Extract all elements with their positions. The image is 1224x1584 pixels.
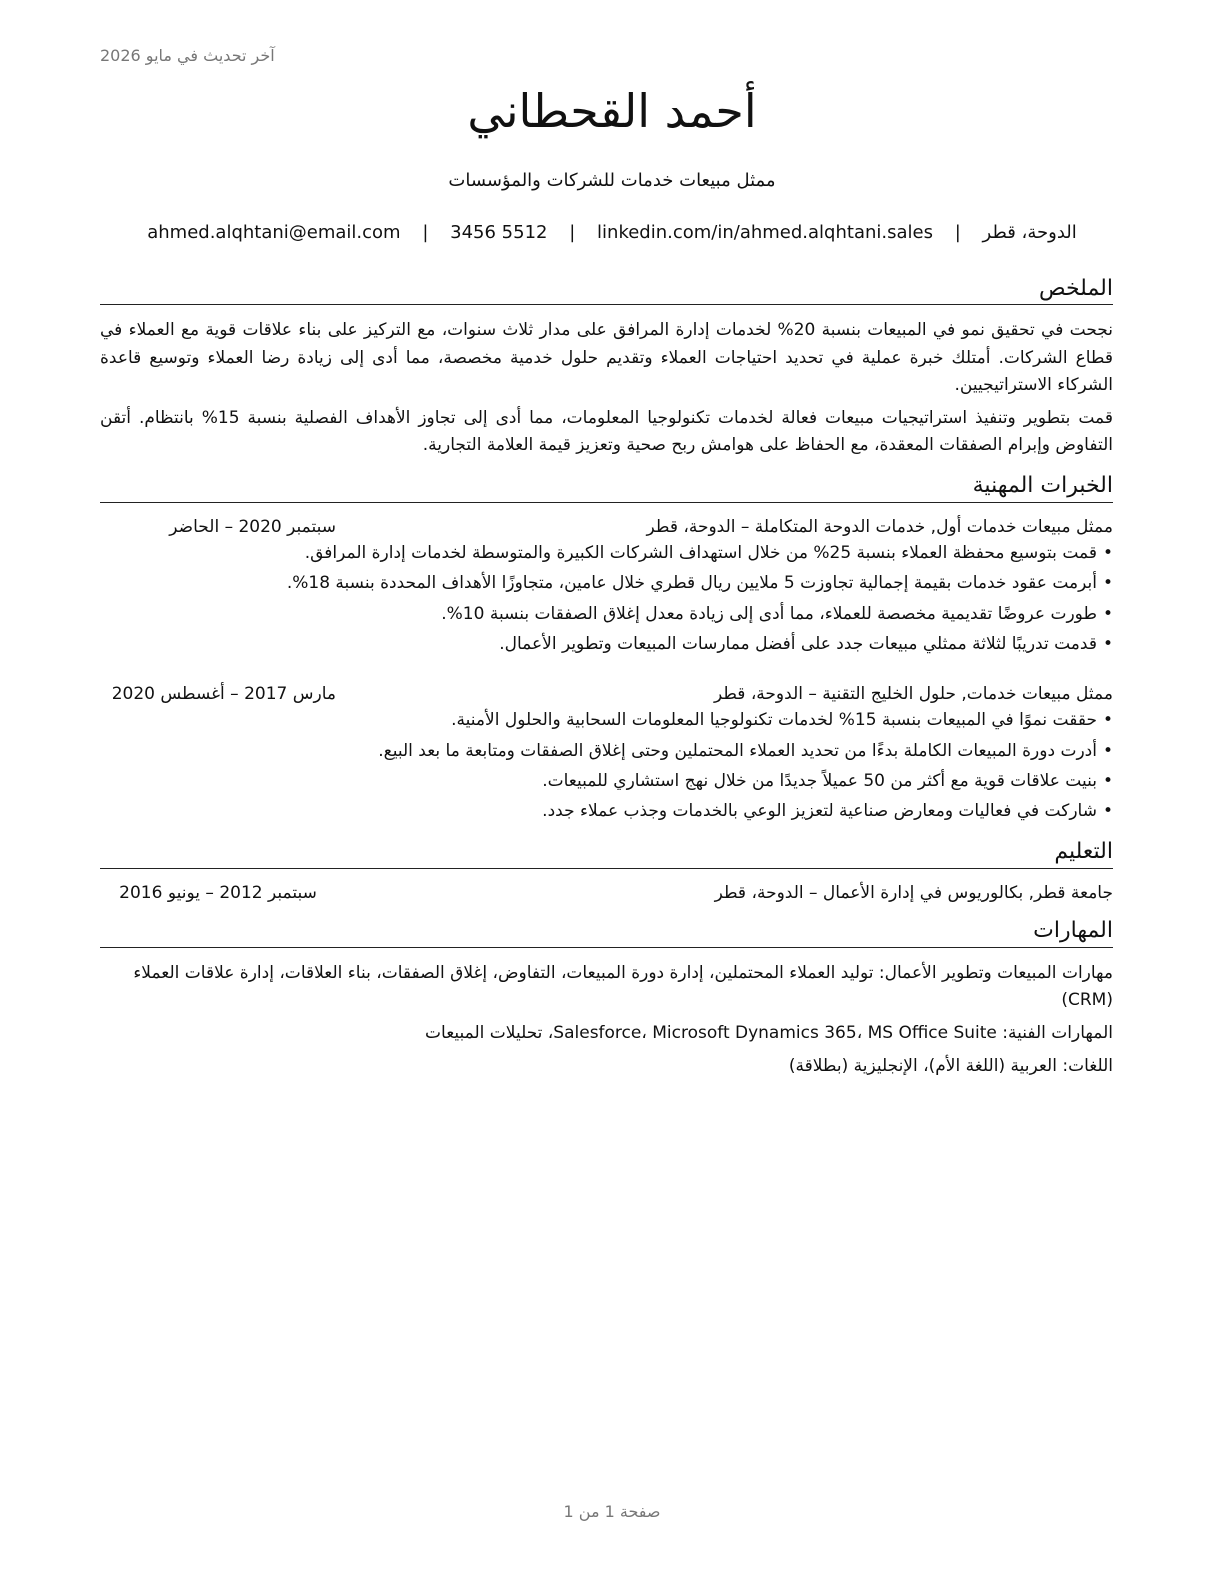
education-section xyxy=(100,839,1113,906)
job-entry xyxy=(100,515,1113,658)
page-number: صفحة 1 من 1 xyxy=(563,1502,661,1521)
job-bullet-text: أبرمت عقود خدمات بقيمة إجمالية تجاوزت 5 ملايين ريال قطري خلال عامين، متجاوزًا الأهداف المحددة بنسبة 18%. xyxy=(286,573,1097,594)
section-heading-experience: الخبرات المهنية xyxy=(100,473,1113,502)
contact-email[interactable]: ahmed.alqhtani@email.com xyxy=(147,222,401,243)
job-role: ممثل مبيعات خدمات أول, خدمات الدوحة المتكاملة – الدوحة، قطر xyxy=(646,516,1113,537)
section-heading-summary: الملخص xyxy=(100,276,1113,305)
contact-separator: | xyxy=(422,222,429,243)
job-bullet xyxy=(100,631,1113,658)
job-bullet-text: قدمت تدريبًا لثلاثة ممثلي مبيعات جدد على أفضل ممارسات المبيعات وتطوير الأعمال. xyxy=(499,633,1097,654)
job-bullet xyxy=(100,707,1113,734)
contact-phone[interactable]: 3456 5512 xyxy=(450,222,548,243)
summary-paragraph: قمت بتطوير وتنفيذ استراتيجيات مبيعات فعالة لخدمات تكنولوجيا المعلومات، مما أدى إلى تجاوز الأهداف الفصلية بنسبة 15% بانتظام. أتقن التفاوض وإبرام الصفقات المعقدة، مع الحفاظ على هوامش ربح صحية وتعزيز قيمة العلامة التجارية. xyxy=(100,407,1113,456)
job-bullet xyxy=(100,798,1113,825)
bullet-icon: • xyxy=(1102,770,1113,791)
bullet-icon: • xyxy=(1102,740,1113,761)
job-bullet xyxy=(100,540,1113,567)
skill-line: اللغات: العربية (اللغة الأم)، الإنجليزية (بطلاقة) xyxy=(788,1056,1113,1077)
section-heading-skills: المهارات xyxy=(100,918,1113,947)
education-dates: سبتمبر 2012 – يونيو 2016 xyxy=(119,882,317,903)
resume-content xyxy=(100,276,1113,1086)
job-bullet-text: حققت نموًا في المبيعات بنسبة 15% لخدمات تكنولوجيا المعلومات السحابية والحلول الأمنية. xyxy=(451,710,1097,731)
job-bullet-text: شاركت في فعاليات ومعارض صناعية لتعزيز الوعي بالخدمات وجذب عملاء جدد. xyxy=(542,801,1097,822)
job-header xyxy=(100,682,1113,708)
last-updated-note: آخر تحديث في مايو 2026 xyxy=(100,46,275,65)
skills-section xyxy=(100,918,1113,1080)
contact-separator: | xyxy=(954,222,961,243)
bullet-icon: • xyxy=(1102,633,1113,654)
job-bullet-text: بنيت علاقات قوية مع أكثر من 50 عميلاً جديدًا من خلال نهج استشاري للمبيعات. xyxy=(542,770,1097,791)
experience-section xyxy=(100,473,1113,825)
bullet-icon: • xyxy=(1102,573,1113,594)
job-header xyxy=(100,515,1113,541)
job-bullets xyxy=(100,707,1113,825)
job-role: ممثل مبيعات خدمات, حلول الخليج التقنية – الدوحة، قطر xyxy=(713,683,1113,704)
skill-line: مهارات المبيعات وتطوير الأعمال: توليد العملاء المحتملين، إدارة دورة المبيعات، التفاوض، إغلاق الصفقات، بناء العلاقات، إدارة علاقات العملاء (CRM) xyxy=(133,962,1113,1010)
job-bullet-text: طورت عروضًا تقديمية مخصصة للعملاء، مما أدى إلى زيادة معدل إغلاق الصفقات بنسبة 10%. xyxy=(441,603,1097,624)
job-dates: سبتمبر 2020 – الحاضر xyxy=(169,516,336,537)
job-bullet-text: أدرت دورة المبيعات الكاملة بدءًا من تحديد العملاء المحتملين وحتى إغلاق الصفقات ومتابعة ما بعد البيع. xyxy=(378,740,1097,761)
job-bullet xyxy=(100,768,1113,795)
job-bullet-text: قمت بتوسيع محفظة العملاء بنسبة 25% من خلال استهداف الشركات الكبيرة والمتوسطة لخدمات إدارة المرافق. xyxy=(304,543,1097,564)
bullet-icon: • xyxy=(1102,543,1113,564)
section-heading-education: التعليم xyxy=(100,839,1113,868)
job-entry xyxy=(100,682,1113,825)
candidate-name: أحمد القحطاني xyxy=(467,84,757,138)
education-entry xyxy=(100,881,1113,907)
skill-line: المهارات الفنية: Salesforce، Microsoft Dynamics 365، MS Office Suite، تحليلات المبيعات xyxy=(425,1022,1113,1043)
contact-location: الدوحة، قطر xyxy=(982,222,1077,243)
job-bullets xyxy=(100,540,1113,658)
summary-paragraph: نجحت في تحقيق نمو في المبيعات بنسبة 20% لخدمات إدارة المرافق على مدار ثلاث سنوات، مع التركيز على بناء علاقات قوية مع العملاء في قطاع الشركات. أمتلك خبرة عملية في تحديد احتياجات العملاء وتقديم حلول خدمية مخصصة، مما أدى إلى زيادة رضا العملاء وتوسيع قاعدة الشركاء الاستراتيجيين. xyxy=(100,320,1114,395)
contact-line xyxy=(0,222,1224,243)
candidate-title: ممثل مبيعات خدمات للشركات والمؤسسات xyxy=(448,170,776,191)
job-bullet xyxy=(100,601,1113,628)
bullet-icon: • xyxy=(1102,603,1113,624)
job-bullet xyxy=(100,570,1113,597)
contact-separator: | xyxy=(569,222,576,243)
summary-section xyxy=(100,276,1113,459)
education-school: جامعة قطر, بكالوريوس في إدارة الأعمال – الدوحة، قطر xyxy=(714,882,1113,903)
job-bullet xyxy=(100,738,1113,765)
contact-linkedin[interactable]: linkedin.com/in/ahmed.alqhtani.sales xyxy=(597,222,933,243)
job-dates: مارس 2017 – أغسطس 2020 xyxy=(111,683,336,704)
bullet-icon: • xyxy=(1102,801,1113,822)
bullet-icon: • xyxy=(1102,710,1113,731)
